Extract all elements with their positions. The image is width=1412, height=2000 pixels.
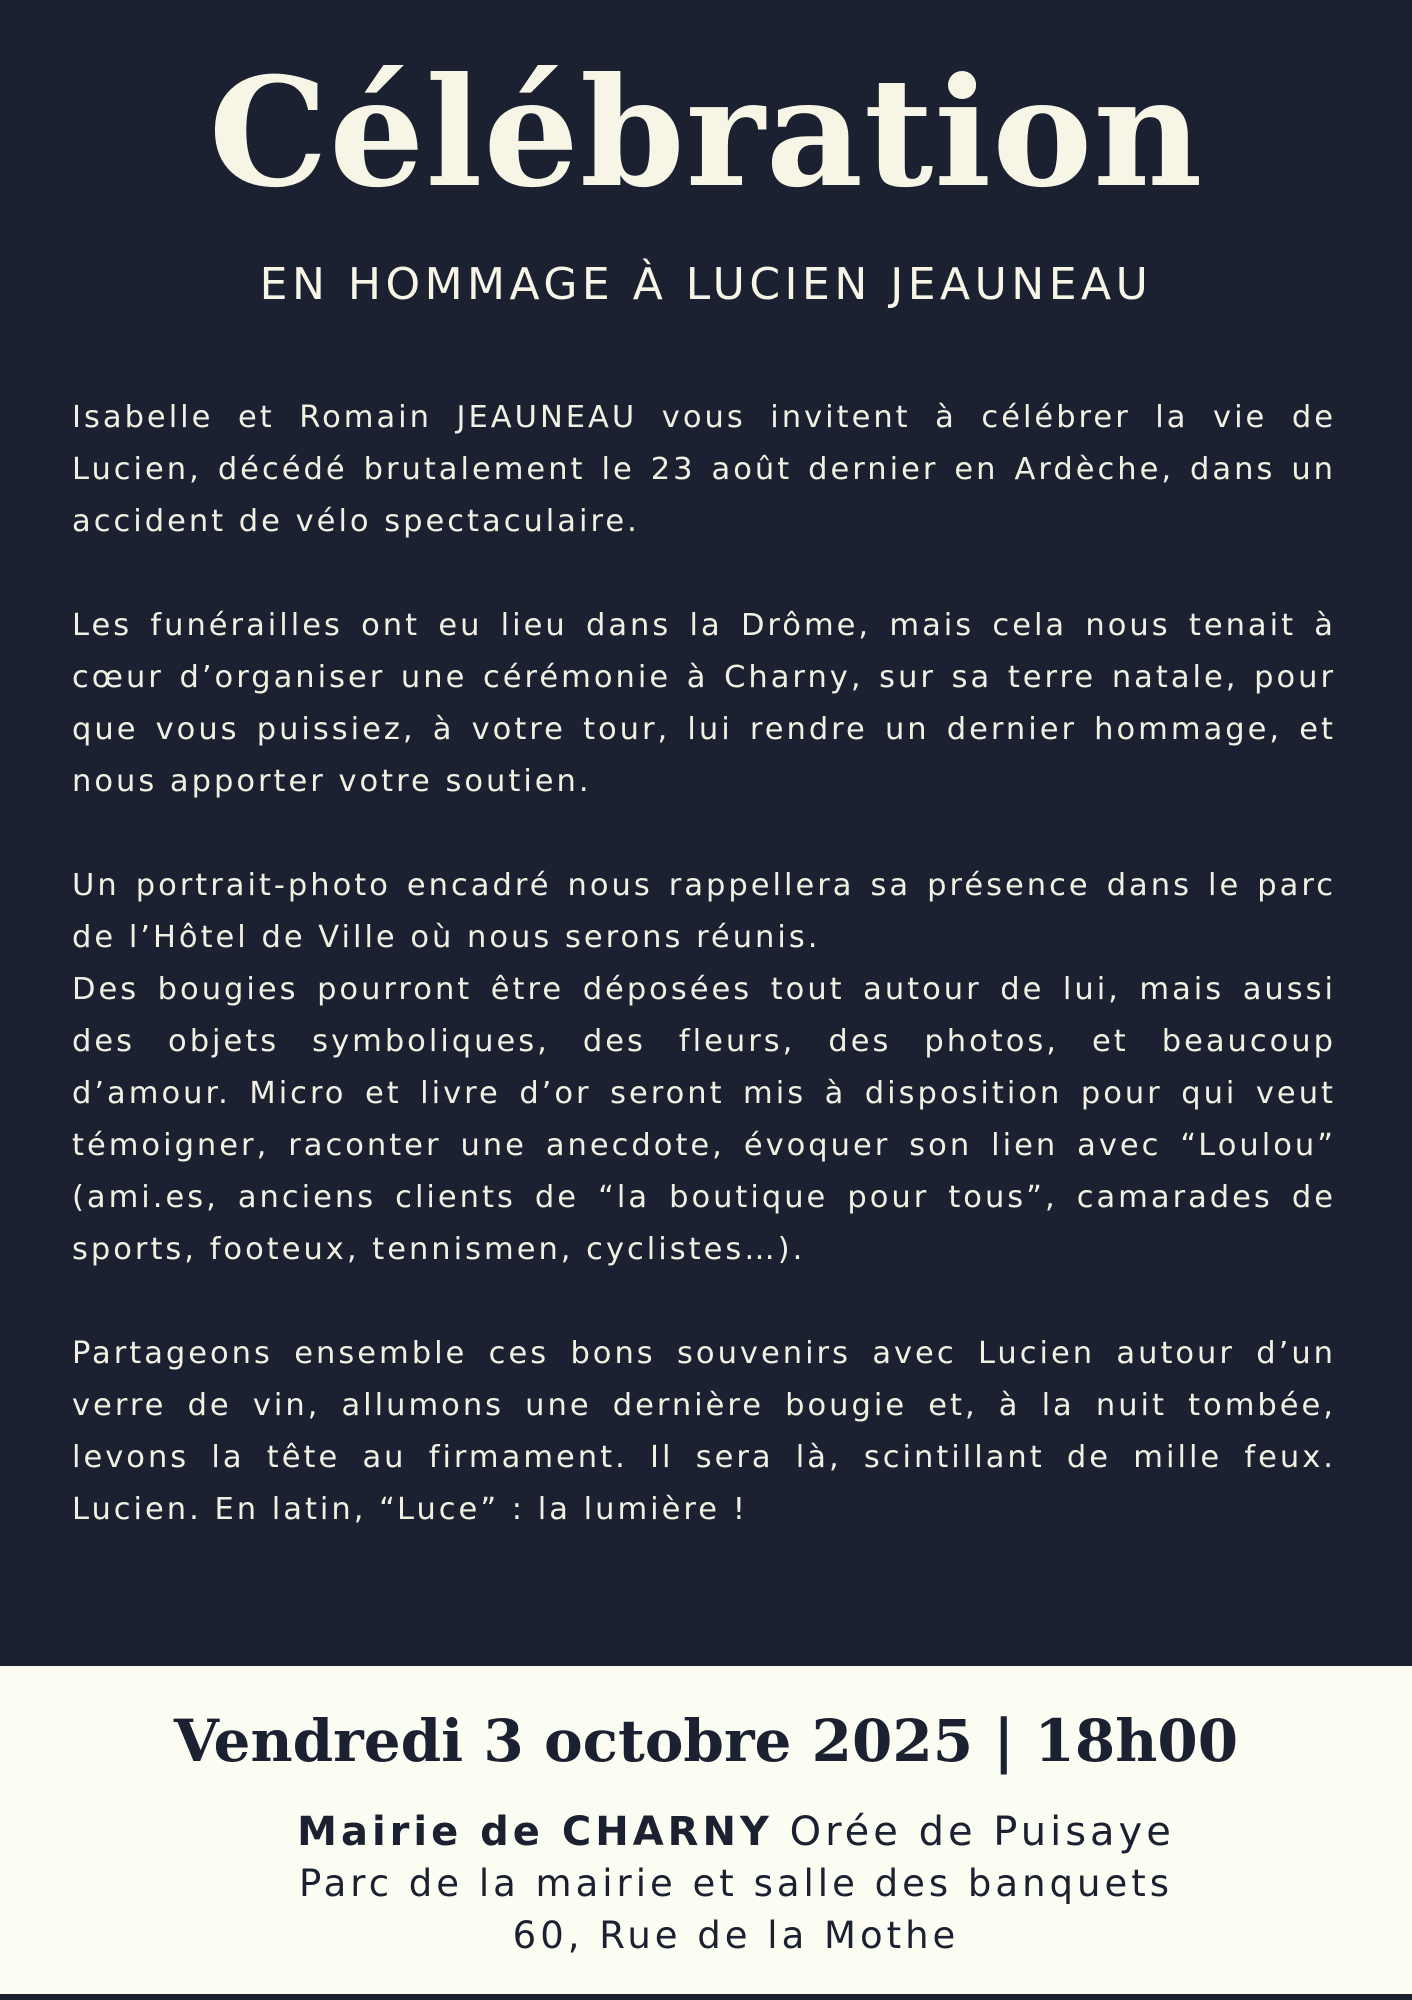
- paragraph-closing: Partageons ensemble ces bons souvenirs avec Lucien autour d’un verre de vin, allumons une dernière bougie et, à la nuit tombée, levons la tête au firmament. Il sera là, scintillant de mille feux. Lucien. En latin, “Luce” : la lumière !: [72, 1336, 1336, 1527]
- bottom-divider: [0, 1994, 1412, 2000]
- venue-line: [60, 1806, 1412, 1858]
- invitation-text: [72, 392, 1336, 1536]
- paragraph-funerals: Les funérailles ont eu lieu dans la Drôme, mais cela nous tenait à cœur d’organiser une cérémonie à Charny, sur sa terre natale, pour que vous puissiez, à votre tour, lui rendre un dernier hommage, et nous apporter votre soutien.: [72, 608, 1336, 799]
- venue-name: Mairie de CHARNY: [297, 1809, 773, 1855]
- venue-region: Orée de Puisaye: [772, 1809, 1175, 1855]
- event-details-panel: [0, 1666, 1412, 2000]
- street-address: 60, Rue de la Mothe: [512, 1914, 960, 1957]
- event-address: [60, 1806, 1412, 1962]
- paragraph-candles: Des bougies pourront être déposées tout autour de lui, mais aussi des objets symboliques, des fleurs, des photos, et beaucoup d’amour. Micro et livre d’or seront mis à disposition pour qui veut témoigner, raconter une anecdote, évoquer son lien avec “Loulou” (ami.es, anciens clients de “la boutique pour tous”, camarades de sports, footeux, tennismen, cyclistes…).: [72, 972, 1336, 1267]
- event-date-time: Vendredi 3 octobre 2025 | 18h00: [173, 1707, 1239, 1775]
- paragraph-portrait: Un portrait-photo encadré nous rappellera sa présence dans le parc de l’Hôtel de Ville où nous serons réunis.: [72, 868, 1336, 955]
- page-subtitle: EN HOMMAGE À LUCIEN JEAUNEAU: [259, 259, 1153, 310]
- venue-detail: Parc de la mairie et salle des banquets: [298, 1862, 1173, 1905]
- paragraph-invitation: Isabelle et Romain JEAUNEAU vous invitent à célébrer la vie de Lucien, décédé brutalement le 23 août dernier en Ardèche, dans un accident de vélo spectaculaire.: [72, 400, 1336, 539]
- page-title: Célébration: [208, 45, 1204, 221]
